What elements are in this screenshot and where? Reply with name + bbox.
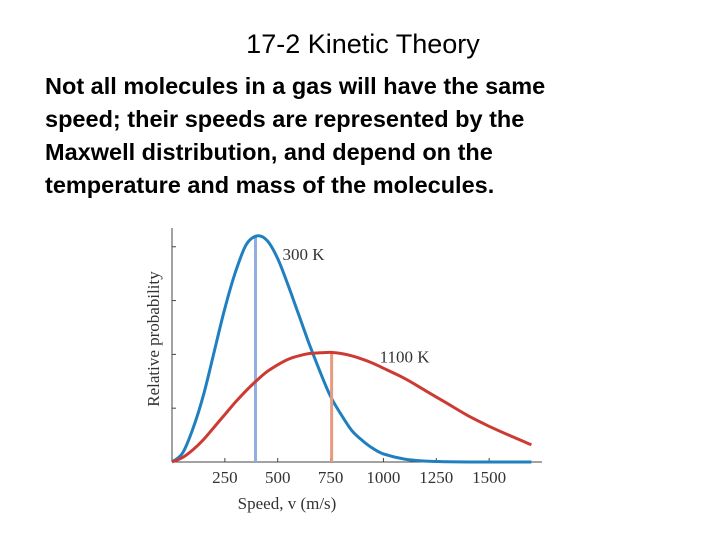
x-tick-label: 1250: [419, 468, 454, 487]
x-tick-label: 500: [264, 468, 291, 487]
maxwell-distribution-chart: [140, 225, 540, 515]
y-axis-label: Relative probability: [144, 271, 163, 407]
series-label: 300 K: [282, 245, 325, 264]
body-line: temperature and mass of the molecules.: [45, 172, 495, 198]
body-text: [45, 70, 685, 202]
x-tick-label: 1500: [472, 468, 507, 487]
slide-title: 17-2 Kinetic Theory: [246, 29, 480, 59]
body-line: Maxwell distribution, and depend on the: [45, 139, 493, 165]
x-tick-label: 1000: [366, 468, 401, 487]
x-tick-label: 250: [212, 468, 238, 487]
body-line: Not all molecules in a gas will have the same: [45, 73, 546, 99]
series-label: 1100 K: [379, 347, 430, 367]
series-line: [172, 236, 531, 462]
series-line: [172, 352, 531, 462]
body-line: speed; their speeds are represented by the: [45, 106, 525, 132]
x-tick-label: 750: [317, 468, 344, 487]
x-axis-label: Speed, v (m/s): [237, 494, 337, 513]
